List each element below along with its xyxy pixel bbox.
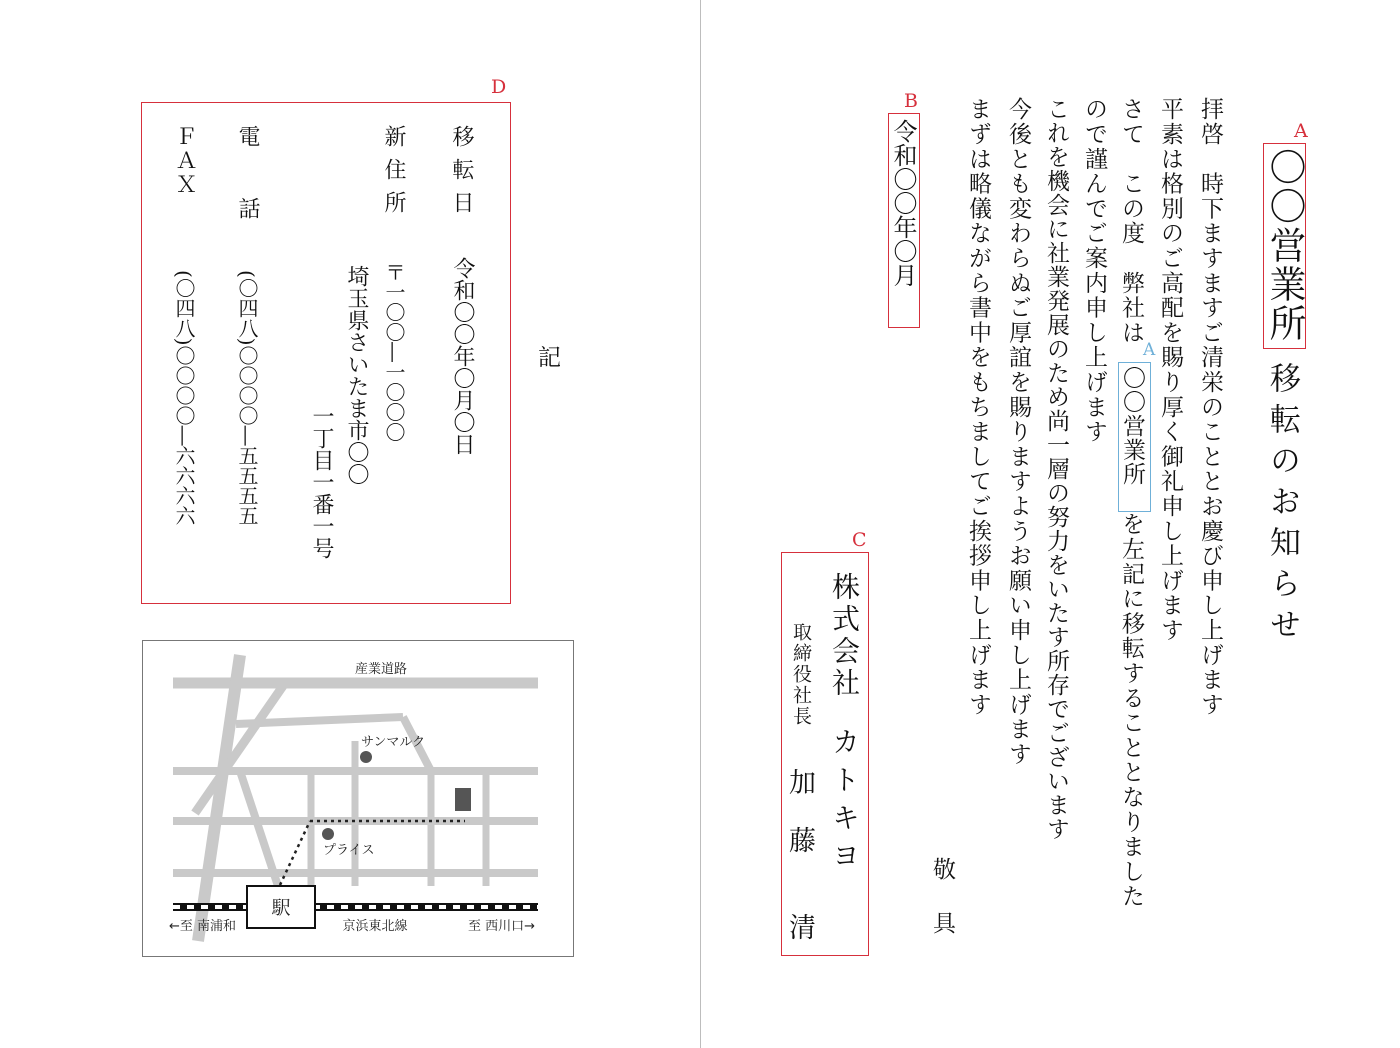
fax-label: ＦＡＸ — [172, 125, 197, 197]
postal-code: 〒一〇〇―一〇〇〇 — [382, 262, 406, 442]
marker-d: D — [491, 76, 507, 98]
access-map-graphic — [143, 641, 574, 957]
marker-b: B — [904, 90, 918, 112]
store-sanmaruku-label: サンマルク — [361, 735, 426, 750]
body-line-4: ので謹んでご案内申し上げます — [1081, 97, 1107, 445]
sanmaruku-dot — [360, 751, 372, 763]
road-mid-diagonal — [195, 683, 285, 813]
body-line-5: これを機会に社業発展のため尚一層の努力をいたす所存でございます — [1043, 97, 1069, 841]
ki-mark: 記 — [534, 345, 560, 368]
company-name: カトキヨ — [828, 727, 861, 879]
marker-a-inline: A — [1143, 340, 1156, 360]
dest-left-label: ←至 南浦和 — [169, 919, 237, 934]
fax-value: (〇四八)〇〇〇〇―六六六六 — [172, 270, 196, 526]
address-line-2: 一丁目一番一号 — [309, 405, 334, 559]
move-date-value: 令和〇〇年〇月〇日 — [450, 257, 475, 455]
move-date-label: 移 転 日 — [449, 125, 474, 215]
president-position: 取締役社長 — [790, 622, 812, 727]
road-left-cross — [240, 771, 278, 886]
marker-c: C — [852, 529, 867, 551]
body-line-7: まずは略儀ながら書中をもちましてご挨拶申し上げます — [965, 97, 991, 717]
new-address-label: 新 住 所 — [381, 125, 406, 215]
closing-keigu: 敬 具 — [929, 857, 955, 938]
office-name-heading: 〇〇営業所 — [1263, 148, 1306, 343]
destination-building — [455, 788, 471, 811]
company-type: 株式会社 — [828, 572, 861, 700]
body-line-6: 今後とも変わらぬご厚誼を賜りますようお願い申し上げます — [1005, 97, 1031, 767]
office-name-inline: 〇〇営業所 — [1119, 366, 1145, 486]
body-line-1: 拝啓 時下ますますご清栄のこととお慶び申し上げます — [1197, 97, 1223, 717]
body-line-3a: さて この度 弊社は — [1118, 97, 1144, 345]
road-label: 産業道路 — [354, 662, 408, 677]
body-line-2: 平素は格別のご高配を賜り厚く御礼申し上げます — [1157, 97, 1183, 643]
store-price-label: プライス — [323, 843, 375, 858]
dest-right-label: 至 西川口→ — [468, 919, 536, 934]
tel-label: 電 話 — [235, 125, 260, 221]
address-line-1: 埼玉県さいたま市〇〇 — [344, 265, 369, 485]
notice-title: 移転のお知らせ — [1264, 362, 1300, 649]
president-name: 加 藤 清 — [784, 768, 815, 942]
access-map — [142, 640, 574, 957]
line-name-label: 京浜東北線 — [342, 919, 408, 934]
letter-date: 令和〇〇年〇月 — [889, 119, 917, 287]
price-dot — [322, 828, 334, 840]
station-label: 駅 — [271, 897, 291, 919]
tel-value: (〇四八)〇〇〇〇―五五五五 — [235, 270, 259, 526]
page-divider — [700, 0, 701, 1048]
body-line-3b: を左記に移転することとなりました — [1118, 512, 1144, 909]
marker-a: A — [1294, 120, 1308, 142]
